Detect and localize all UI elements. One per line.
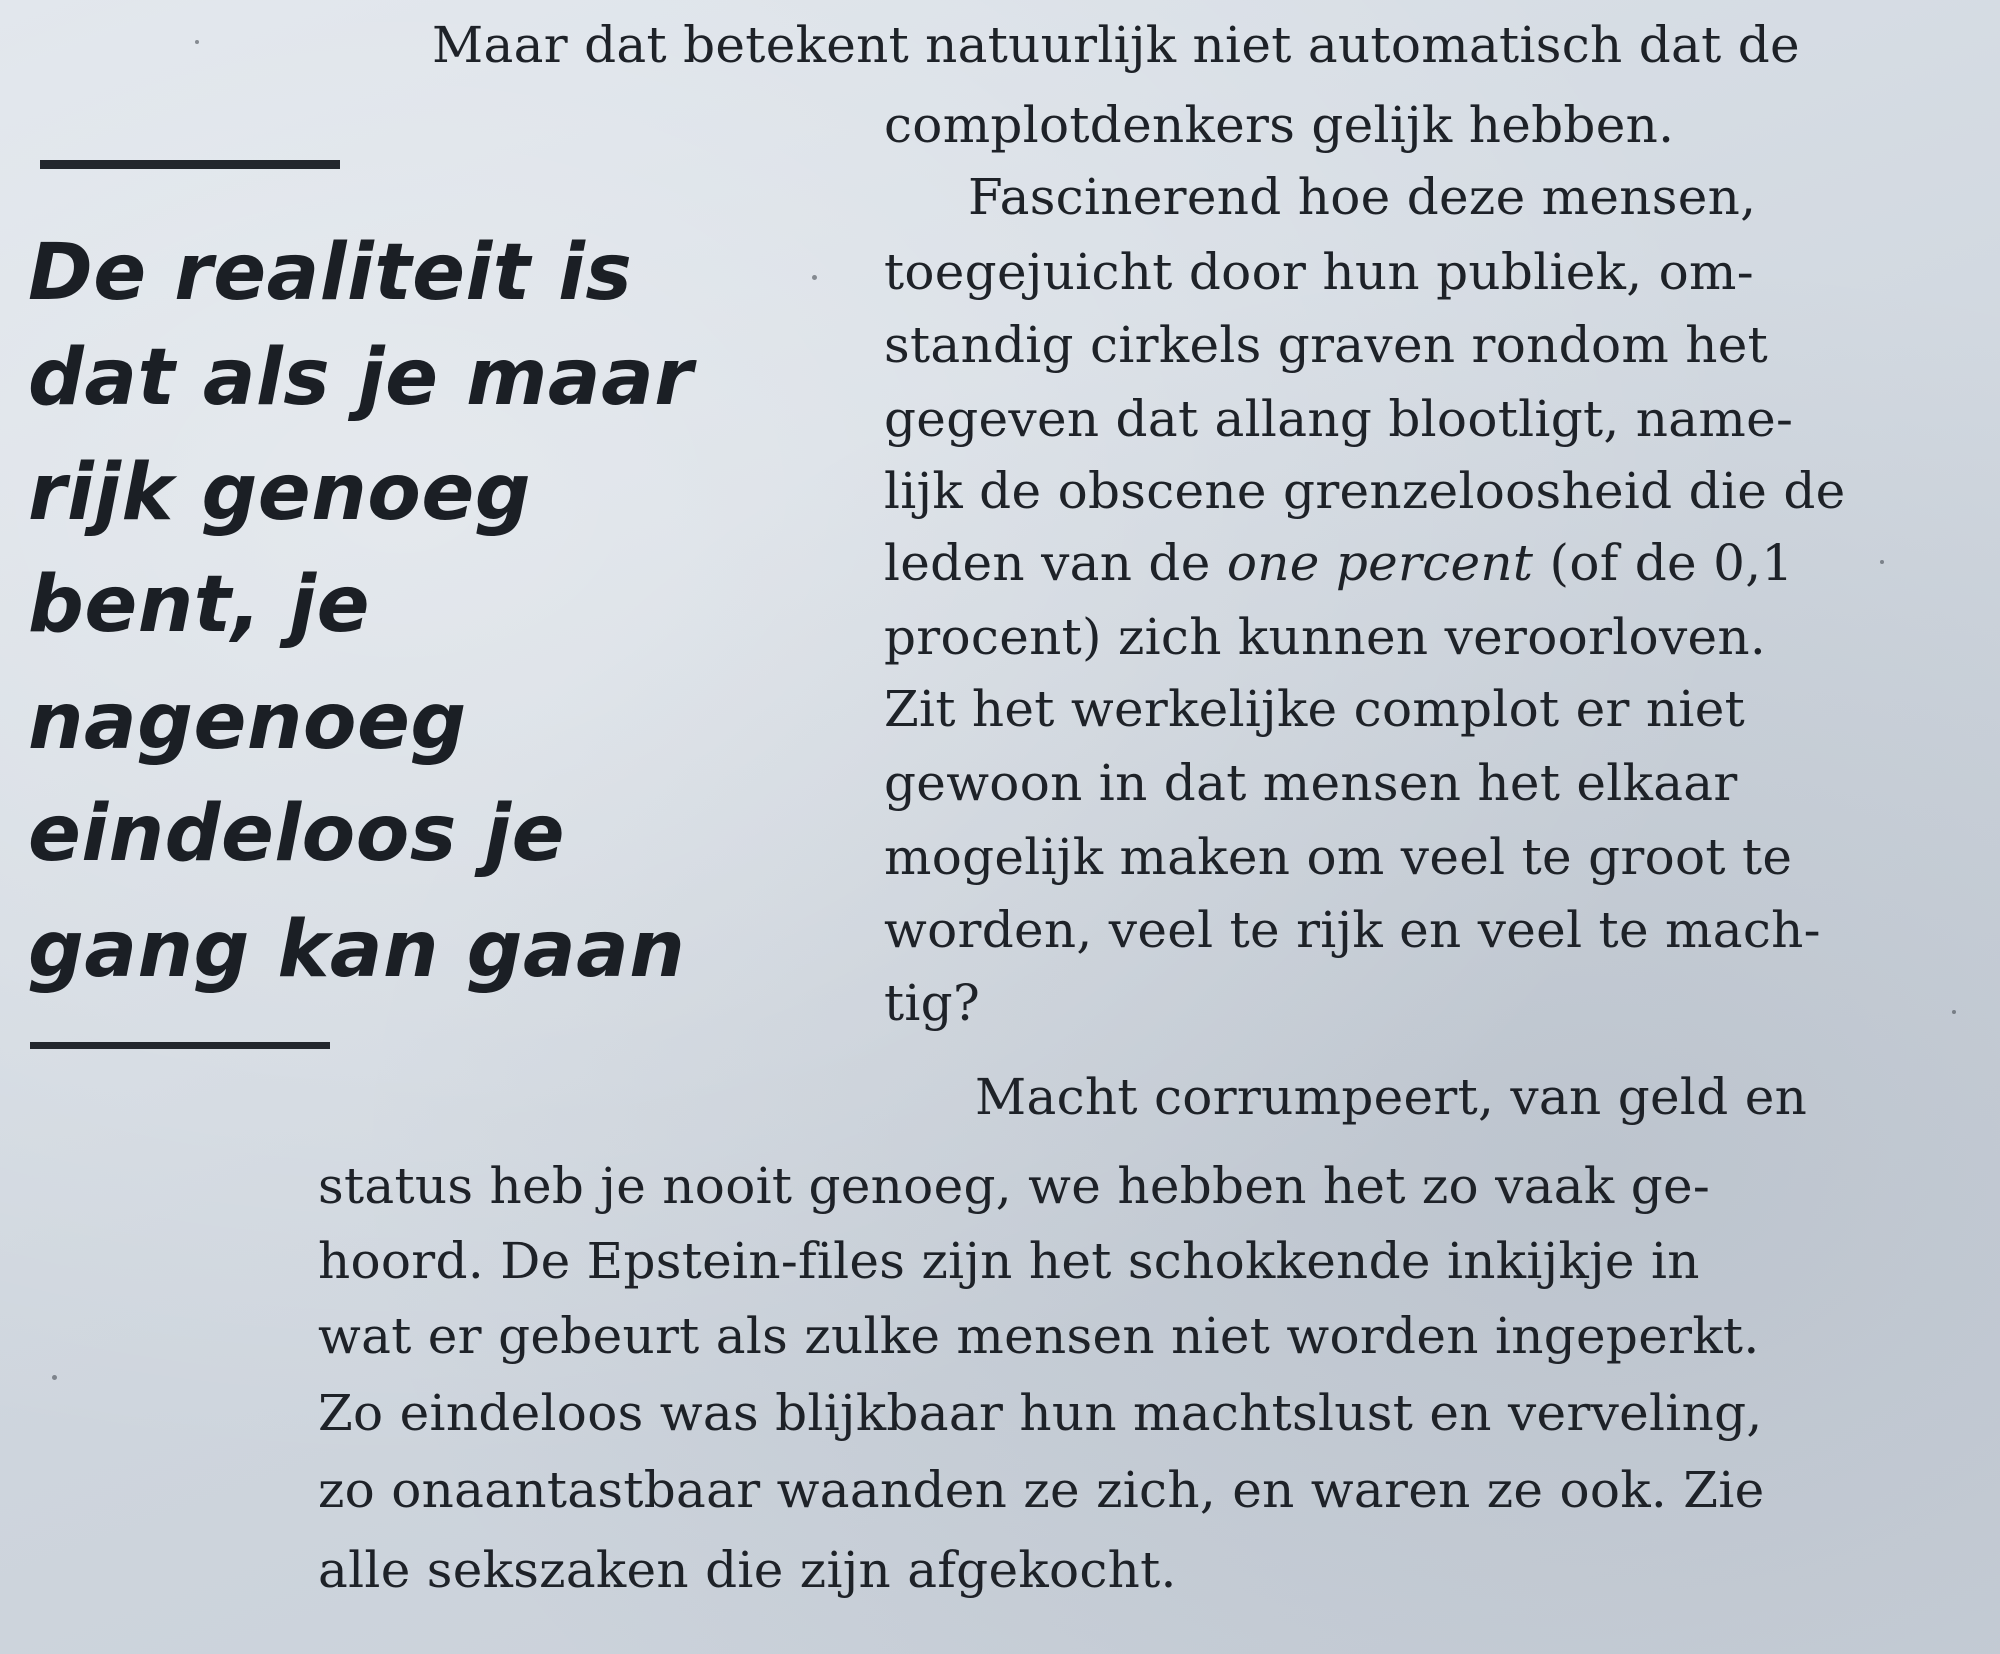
article-line: zo onaantastbaar waanden ze zich, en waren ze ook. Zie <box>318 1461 1765 1519</box>
article-line: standig cirkels graven rondom het <box>884 316 1769 374</box>
article-line: alle sekszaken die zijn afgekocht. <box>318 1541 1177 1599</box>
article-line: toegejuicht door hun publiek, om- <box>884 243 1754 301</box>
article-line: complotdenkers gelijk hebben. <box>884 96 1675 154</box>
paper-speck <box>1880 560 1884 564</box>
pull-quote-line: rijk genoeg <box>28 448 532 538</box>
article-line: hoord. De Epstein-files zijn het schokkende inkijkje in <box>318 1232 1700 1290</box>
pull-quote-line: eindeloos je <box>28 789 566 879</box>
article-line: Macht corrumpeert, van geld en <box>975 1068 1808 1126</box>
article-line: wat er gebeurt als zulke mensen niet worden ingeperkt. <box>318 1307 1760 1365</box>
pull-quote-line: bent, je <box>28 560 370 650</box>
article-line: Fascinerend hoe deze mensen, <box>968 168 1757 226</box>
pull-quote-line: nagenoeg <box>28 677 467 767</box>
pull-quote-line: dat als je maar <box>28 333 694 423</box>
article-line: mogelijk maken om veel te groot te <box>884 828 1793 886</box>
article-line: gewoon in dat mensen het elkaar <box>884 754 1738 812</box>
article-line: tig? <box>884 974 981 1032</box>
article-line: status heb je nooit genoeg, we hebben het zo vaak ge- <box>318 1157 1711 1215</box>
article-line: Zo eindeloos was blijkbaar hun machtslust en verveling, <box>318 1384 1763 1442</box>
article-line: lijk de obscene grenzeloosheid die de <box>884 462 1846 520</box>
pull-quote-bottom-rule <box>30 1042 330 1049</box>
article-text: leden van de <box>884 534 1227 592</box>
article-line: gegeven dat allang blootligt, name- <box>884 390 1794 448</box>
article-line <box>884 534 1794 592</box>
pull-quote-line: gang kan gaan <box>28 905 686 995</box>
article-text: (of de 0,1 <box>1533 534 1794 592</box>
paper-speck <box>812 275 817 280</box>
article-italic-text: one percent <box>1226 534 1534 592</box>
article-line: Maar dat betekent natuurlijk niet automatisch dat de <box>432 16 1800 74</box>
article-line: procent) zich kunnen veroorloven. <box>884 608 1767 666</box>
pull-quote-line: De realiteit is <box>28 228 633 318</box>
paper-speck <box>195 40 199 44</box>
paper-speck <box>52 1375 57 1380</box>
article-line: worden, veel te rijk en veel te mach- <box>884 901 1821 959</box>
pull-quote-top-rule <box>40 160 340 169</box>
paper-speck <box>1952 1010 1956 1014</box>
article-line: Zit het werkelijke complot er niet <box>884 680 1746 738</box>
